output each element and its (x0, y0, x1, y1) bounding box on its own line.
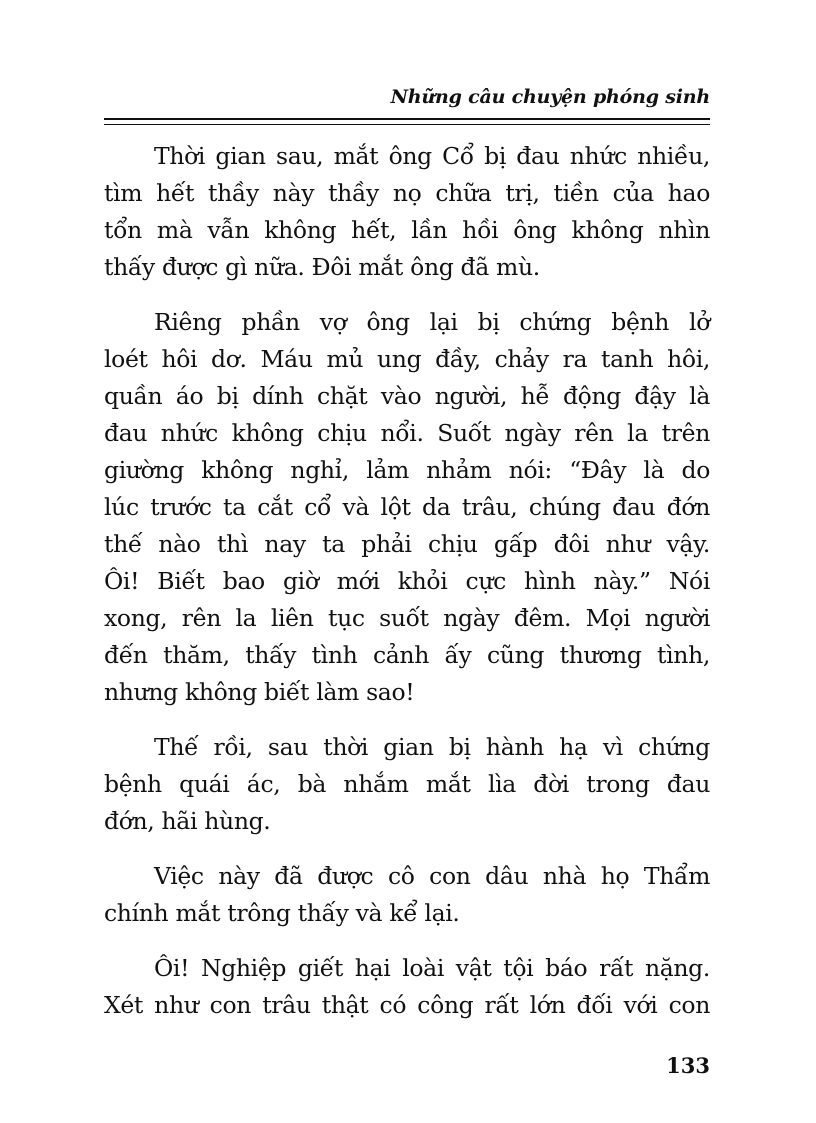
paragraph-line: Ôi! Biết bao giờ mới khỏi cực hình này.” Nói (104, 567, 710, 595)
body-text (104, 138, 710, 1042)
paragraph-line: Ôi! Nghiệp giết hại loài vật tội báo rất nặng. (154, 954, 710, 982)
paragraph-line: bệnh quái ác, bà nhắm mắt lìa đời trong đau (104, 770, 710, 798)
paragraph-line: Thế rồi, sau thời gian bị hành hạ vì chứng (154, 733, 710, 761)
paragraph-line: lúc trước ta cắt cổ và lột da trâu, chúng đau đớn (104, 493, 710, 521)
paragraph-line: thấy được gì nữa. Đôi mắt ông đã mù. (104, 253, 540, 281)
paragraph-line: Riêng phần vợ ông lại bị chứng bệnh lở (154, 308, 710, 336)
paragraph-line: thế nào thì nay ta phải chịu gấp đôi như vậy. (104, 530, 710, 558)
paragraph-line: chính mắt trông thấy và kể lại. (104, 899, 460, 927)
paragraph-2 (104, 304, 710, 711)
header-rule-thin (104, 124, 710, 125)
paragraph-line: Việc này đã được cô con dâu nhà họ Thẩm (154, 862, 710, 890)
paragraph-1 (104, 138, 710, 286)
paragraph-line: giường không nghỉ, lảm nhảm nói: “Đây là do (104, 456, 710, 484)
paragraph-line: Thời gian sau, mắt ông Cổ bị đau nhức nhiều, (154, 142, 710, 170)
page-number: 133 (666, 1053, 710, 1078)
paragraph-line: loét hôi dơ. Máu mủ ung đầy, chảy ra tanh hôi, (104, 345, 710, 373)
paragraph-line: đau nhức không chịu nổi. Suốt ngày rên la trên (104, 419, 710, 447)
paragraph-line: đến thăm, thấy tình cảnh ấy cũng thương tình, (104, 641, 710, 669)
paragraph-line: tổn mà vẫn không hết, lần hồi ông không nhìn (104, 216, 710, 244)
paragraph-5 (104, 950, 710, 1024)
paragraph-4 (104, 858, 710, 932)
paragraph-line: tìm hết thầy này thầy nọ chữa trị, tiền của hao (104, 179, 710, 207)
header-rule-thick (104, 118, 710, 120)
paragraph-line: Xét như con trâu thật có công rất lớn đối với con (104, 991, 710, 1019)
paragraph-line: đớn, hãi hùng. (104, 807, 271, 835)
paragraph-3 (104, 729, 710, 840)
paragraph-line: quần áo bị dính chặt vào người, hễ động đậy là (104, 382, 710, 410)
paragraph-line: nhưng không biết làm sao! (104, 678, 415, 706)
paragraph-line: xong, rên la liên tục suốt ngày đêm. Mọi người (104, 604, 710, 632)
running-header: Những câu chuyện phóng sinh (390, 86, 710, 108)
